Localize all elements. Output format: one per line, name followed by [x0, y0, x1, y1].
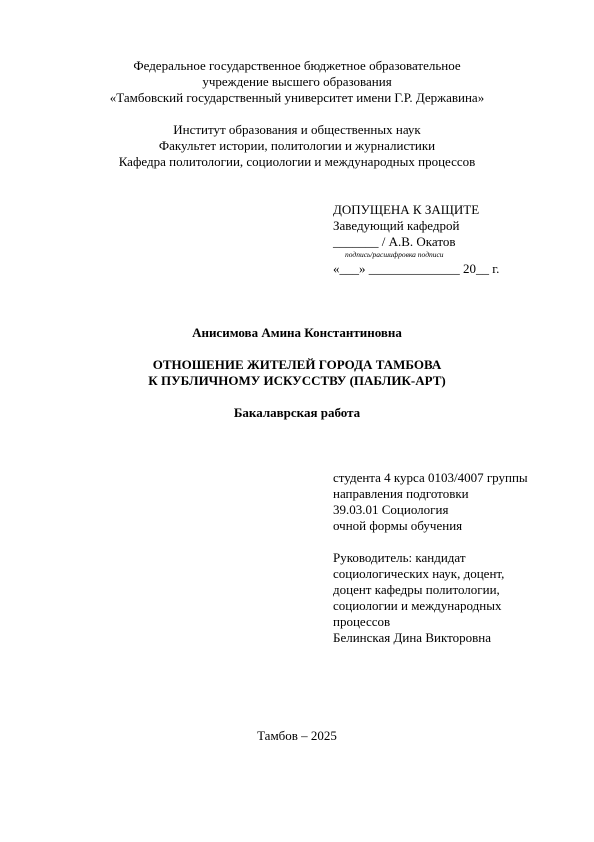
university-header-line-1: Федеральное государственное бюджетное образовательное	[133, 58, 461, 73]
university-header-line-3: «Тамбовский государственный университет имени Г.Р. Державина»	[109, 90, 485, 105]
supervisor-line-5: процессов	[333, 614, 391, 629]
author-name: Анисимова Амина Константиновна	[192, 325, 402, 340]
thesis-title-line-1: ОТНОШЕНИЕ ЖИТЕЛЕЙ ГОРОДА ТАМБОВА	[152, 357, 442, 372]
city-year: Тамбов – 2025	[257, 728, 337, 743]
student-info-line-2: направления подготовки	[333, 486, 469, 501]
thesis-title-line-2: К ПУБЛИЧНОМУ ИСКУССТВУ (ПАБЛИК-АРТ)	[148, 373, 446, 388]
faculty-name: Факультет истории, политологии и журналистики	[158, 138, 436, 153]
student-info-line-3: 39.03.01 Социология	[333, 502, 449, 517]
supervisor-line-4: социологии и международных	[333, 598, 502, 613]
student-info-line-4: очной формы обучения	[333, 518, 463, 533]
approval-signature-line: _______ / А.В. Окатов	[333, 234, 456, 249]
supervisor-line-3: доцент кафедры политологии,	[333, 582, 500, 597]
department-name: Кафедра политологии, социологии и международных процессов	[118, 154, 476, 169]
approval-title: ДОПУЩЕНА К ЗАЩИТЕ	[333, 202, 480, 217]
university-header-line-2: учреждение высшего образования	[202, 74, 392, 89]
thesis-type: Бакалаврская работа	[233, 405, 361, 420]
student-info-line-1: студента 4 курса 0103/4007 группы	[333, 470, 528, 485]
supervisor-name: Белинская Дина Викторовна	[333, 630, 491, 645]
supervisor-line-2: социологических наук, доцент,	[333, 566, 505, 581]
signature-caption: подпись/расшифровка подписи	[345, 250, 444, 259]
approval-date-line: «___» ______________ 20__ г.	[333, 261, 500, 276]
approval-role: Заведующий кафедрой	[333, 218, 460, 233]
supervisor-line-1: Руководитель: кандидат	[333, 550, 466, 565]
institute-name: Институт образования и общественных наук	[173, 122, 421, 137]
